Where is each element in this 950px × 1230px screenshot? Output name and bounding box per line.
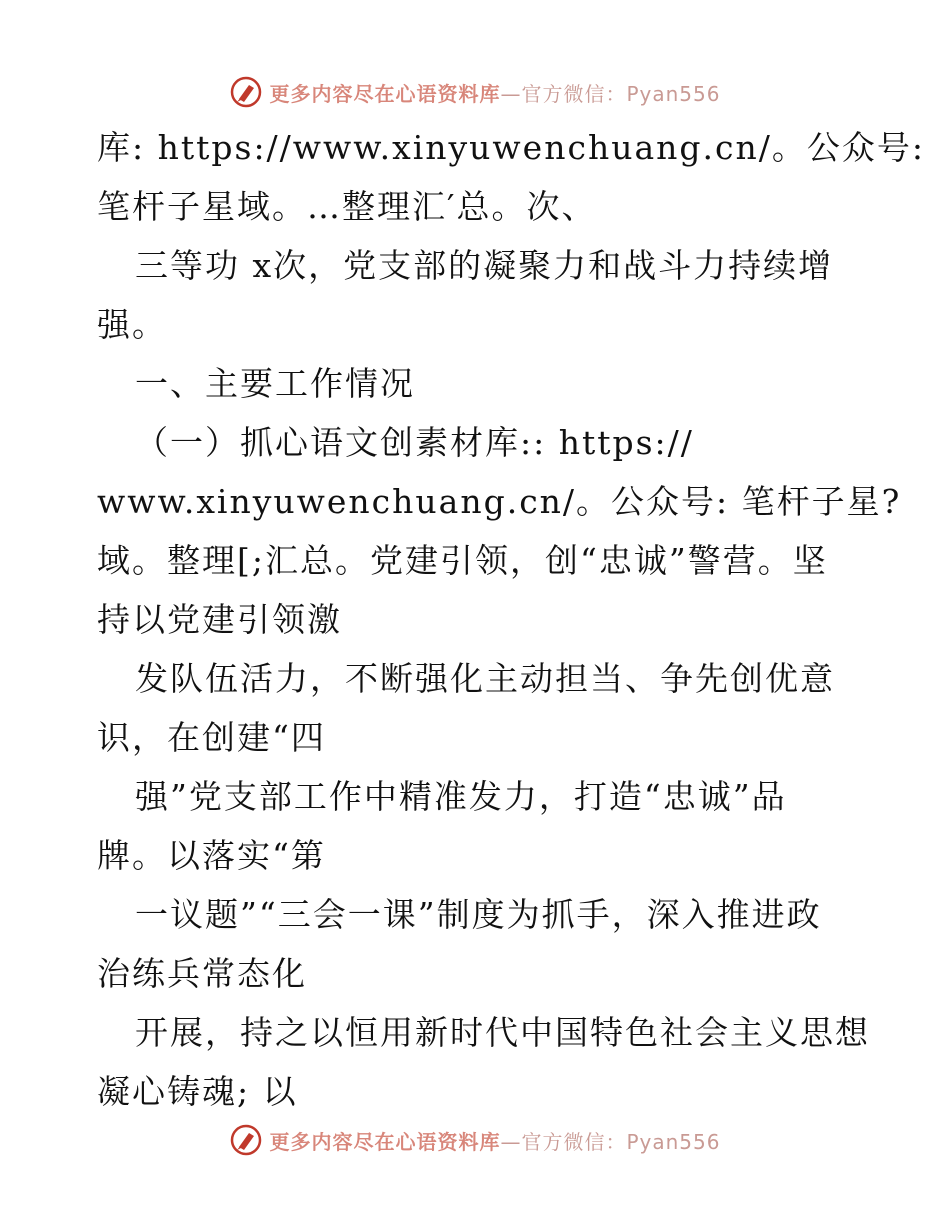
body-line: 持以党建引领激 [97,600,342,639]
body-line: 笔杆子星域。…整理汇′总。次、 [97,187,597,226]
section-heading: 一、主要工作情况 [135,364,415,403]
footer-banner-wechat: —官方微信：Pyan556 [500,1129,721,1154]
header-banner [0,72,950,112]
body-line: 库: https://www.xinyuwenchuang.cn/。公众号: [97,128,925,167]
pen-nib-logo-icon [229,75,263,109]
body-line: 开展，持之以恒用新时代中国特色社会主义思想 [135,1013,870,1052]
body-line: 三等功 x次，党支部的凝聚力和战斗力持续增 [135,246,834,285]
body-line: 治练兵常态化 [97,954,307,993]
body-line: 强”党支部工作中精准发力，打造“忠诚”品 [135,777,787,816]
header-banner-text [269,78,720,107]
body-line: 牌。以落实“第 [97,836,326,875]
header-banner-title: 更多内容尽在心语资料库 [269,81,501,106]
body-line: 发队伍活力，不断强化主动担当、争先创优意 [135,659,835,698]
body-line: 域。整理[;汇总。党建引领，创“忠诚”警营。坚 [97,541,828,580]
body-line: www.xinyuwenchuang.cn/。公众号: 笔杆子星? [97,482,902,521]
body-line: 凝心铸魂; 以 [97,1072,298,1111]
pen-nib-logo-icon [229,1123,263,1157]
footer-banner-title: 更多内容尽在心语资料库 [269,1129,501,1154]
body-line: 一议题”“三会一课”制度为抓手，深入推进政 [135,895,822,934]
body-line: 识，在创建“四 [97,718,326,757]
body-line: 强。 [97,305,167,344]
document-body [97,118,925,1121]
footer-banner [0,1120,950,1160]
body-line: （一）抓心语文创素材库:: https:// [135,423,694,462]
header-banner-wechat: —官方微信：Pyan556 [500,81,721,106]
footer-banner-text [269,1126,720,1155]
